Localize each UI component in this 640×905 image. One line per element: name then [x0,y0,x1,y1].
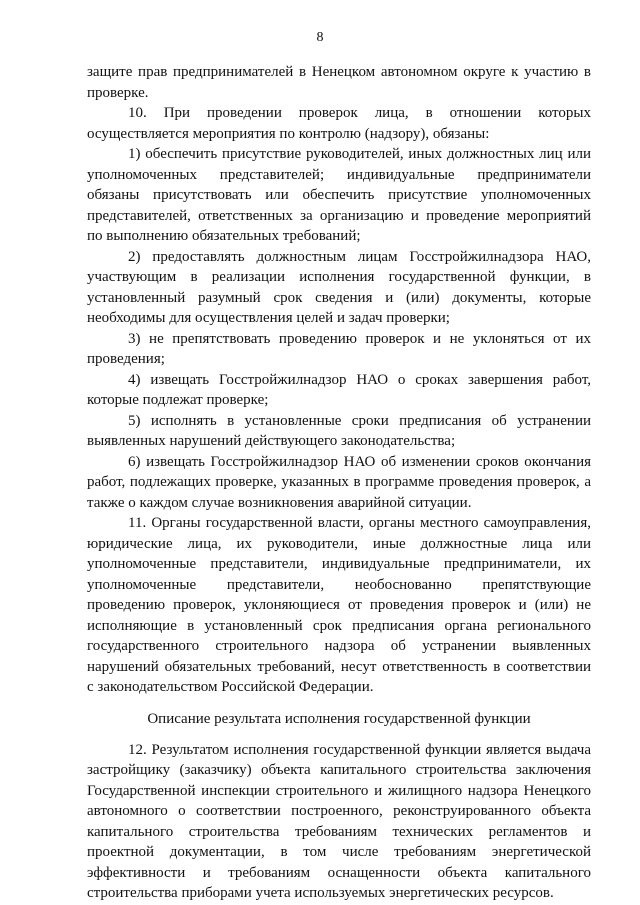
text-line: нарушений обязательных требований, несут ответственность в соответствии [87,658,591,675]
text-line: юридические лица, их руководители, иные должностные лица или [87,535,591,552]
text-line: застройщику (заказчику) объекта капитального строительства заключения [87,762,591,778]
text-line: участвующим в реализации исполнения государственной функции, в [87,269,591,285]
text-line: выявленных нарушений действующего законодательства; [87,433,456,449]
text-line: проектной документации, в том числе требованиям энергетической [87,844,591,860]
text-line: 1) обеспечить присутствие руководителей, иных должностных лиц или [128,146,591,162]
text-line: 10. При проведении проверок лица, в отношении которых [128,105,591,121]
section-heading: Описание результата исполнения государственной функции [147,710,531,727]
text-line: 2) предоставлять должностным лицам Госстройжилнадзора НАО, [128,248,591,265]
text-line: которые подлежат проверке; [87,392,269,408]
page-number: 8 [316,30,324,45]
text-line: 11. Органы государственной власти, органы местного самоуправления, [128,515,591,531]
text-line: проверке. [87,84,149,101]
text-line: эффективности и требованиям оснащенности объекта капитального [87,864,591,881]
text-line: 12. Результатом исполнения государственной функции является выдача [128,741,591,758]
text-line: государственного строительного надзора об устранении выявленных [87,638,591,654]
text-line: необходимы для осуществления целей и задач проверки; [87,310,450,326]
text-line: уполномоченных представителей; индивидуальные предприниматели [87,166,591,183]
text-line: 4) извещать Госстройжилнадзор НАО о сроках завершения работ, [128,371,591,388]
text-line: осуществляется мероприятия по контролю (надзору), обязаны: [87,125,490,142]
text-line: работ, подлежащих проверке, указанных в программе проведения проверок, а [87,474,591,490]
text-line: уполномоченные представители, необоснованно препятствующие [87,576,591,593]
text-line: автономного о соответствии построенного, реконструированного объекта [87,803,591,819]
text-line: строительства приборами учета используемых энергетических ресурсов. [87,885,554,901]
text-line: 5) исполнять в установленные сроки предписания об устранении [128,412,591,429]
text-line: также о каждом случае возникновения аварийной ситуации. [87,494,472,511]
text-line: проведения; [87,351,165,367]
text-line: проведению проверок, уклоняющиеся от проведения проверок и (или) не [87,597,591,613]
text-line: защите прав предпринимателей в Ненецком автономном округе к участию в [87,64,591,80]
text-line: 6) извещать Госстройжилнадзор НАО об изменении сроков окончания [128,453,591,470]
text-line: установленный разумный срок сведения и (или) документы, которые [87,289,591,306]
text-line: обязаны присутствовать или обеспечить присутствие уполномоченных [87,187,591,203]
text-line: по выполнению обязательных требований; [87,228,361,244]
text-line: исполняющие в установленный срок предписания органа регионального [87,617,591,634]
text-line: Государственной инспекции строительного и жилищного надзора Ненецкого [87,782,591,799]
text-line: представителей, ответственных за организацию и проведение мероприятий [87,207,591,224]
document-body [87,62,591,904]
text-line: 3) не препятствовать проведению проверок и не уклоняться от их [128,330,591,347]
text-line: капитального строительства требованиям технических регламентов и [87,823,591,840]
text-line: с законодательством Российской Федерации. [87,679,374,695]
text-line: уполномоченные представители, индивидуальные предприниматели, их [87,556,591,572]
